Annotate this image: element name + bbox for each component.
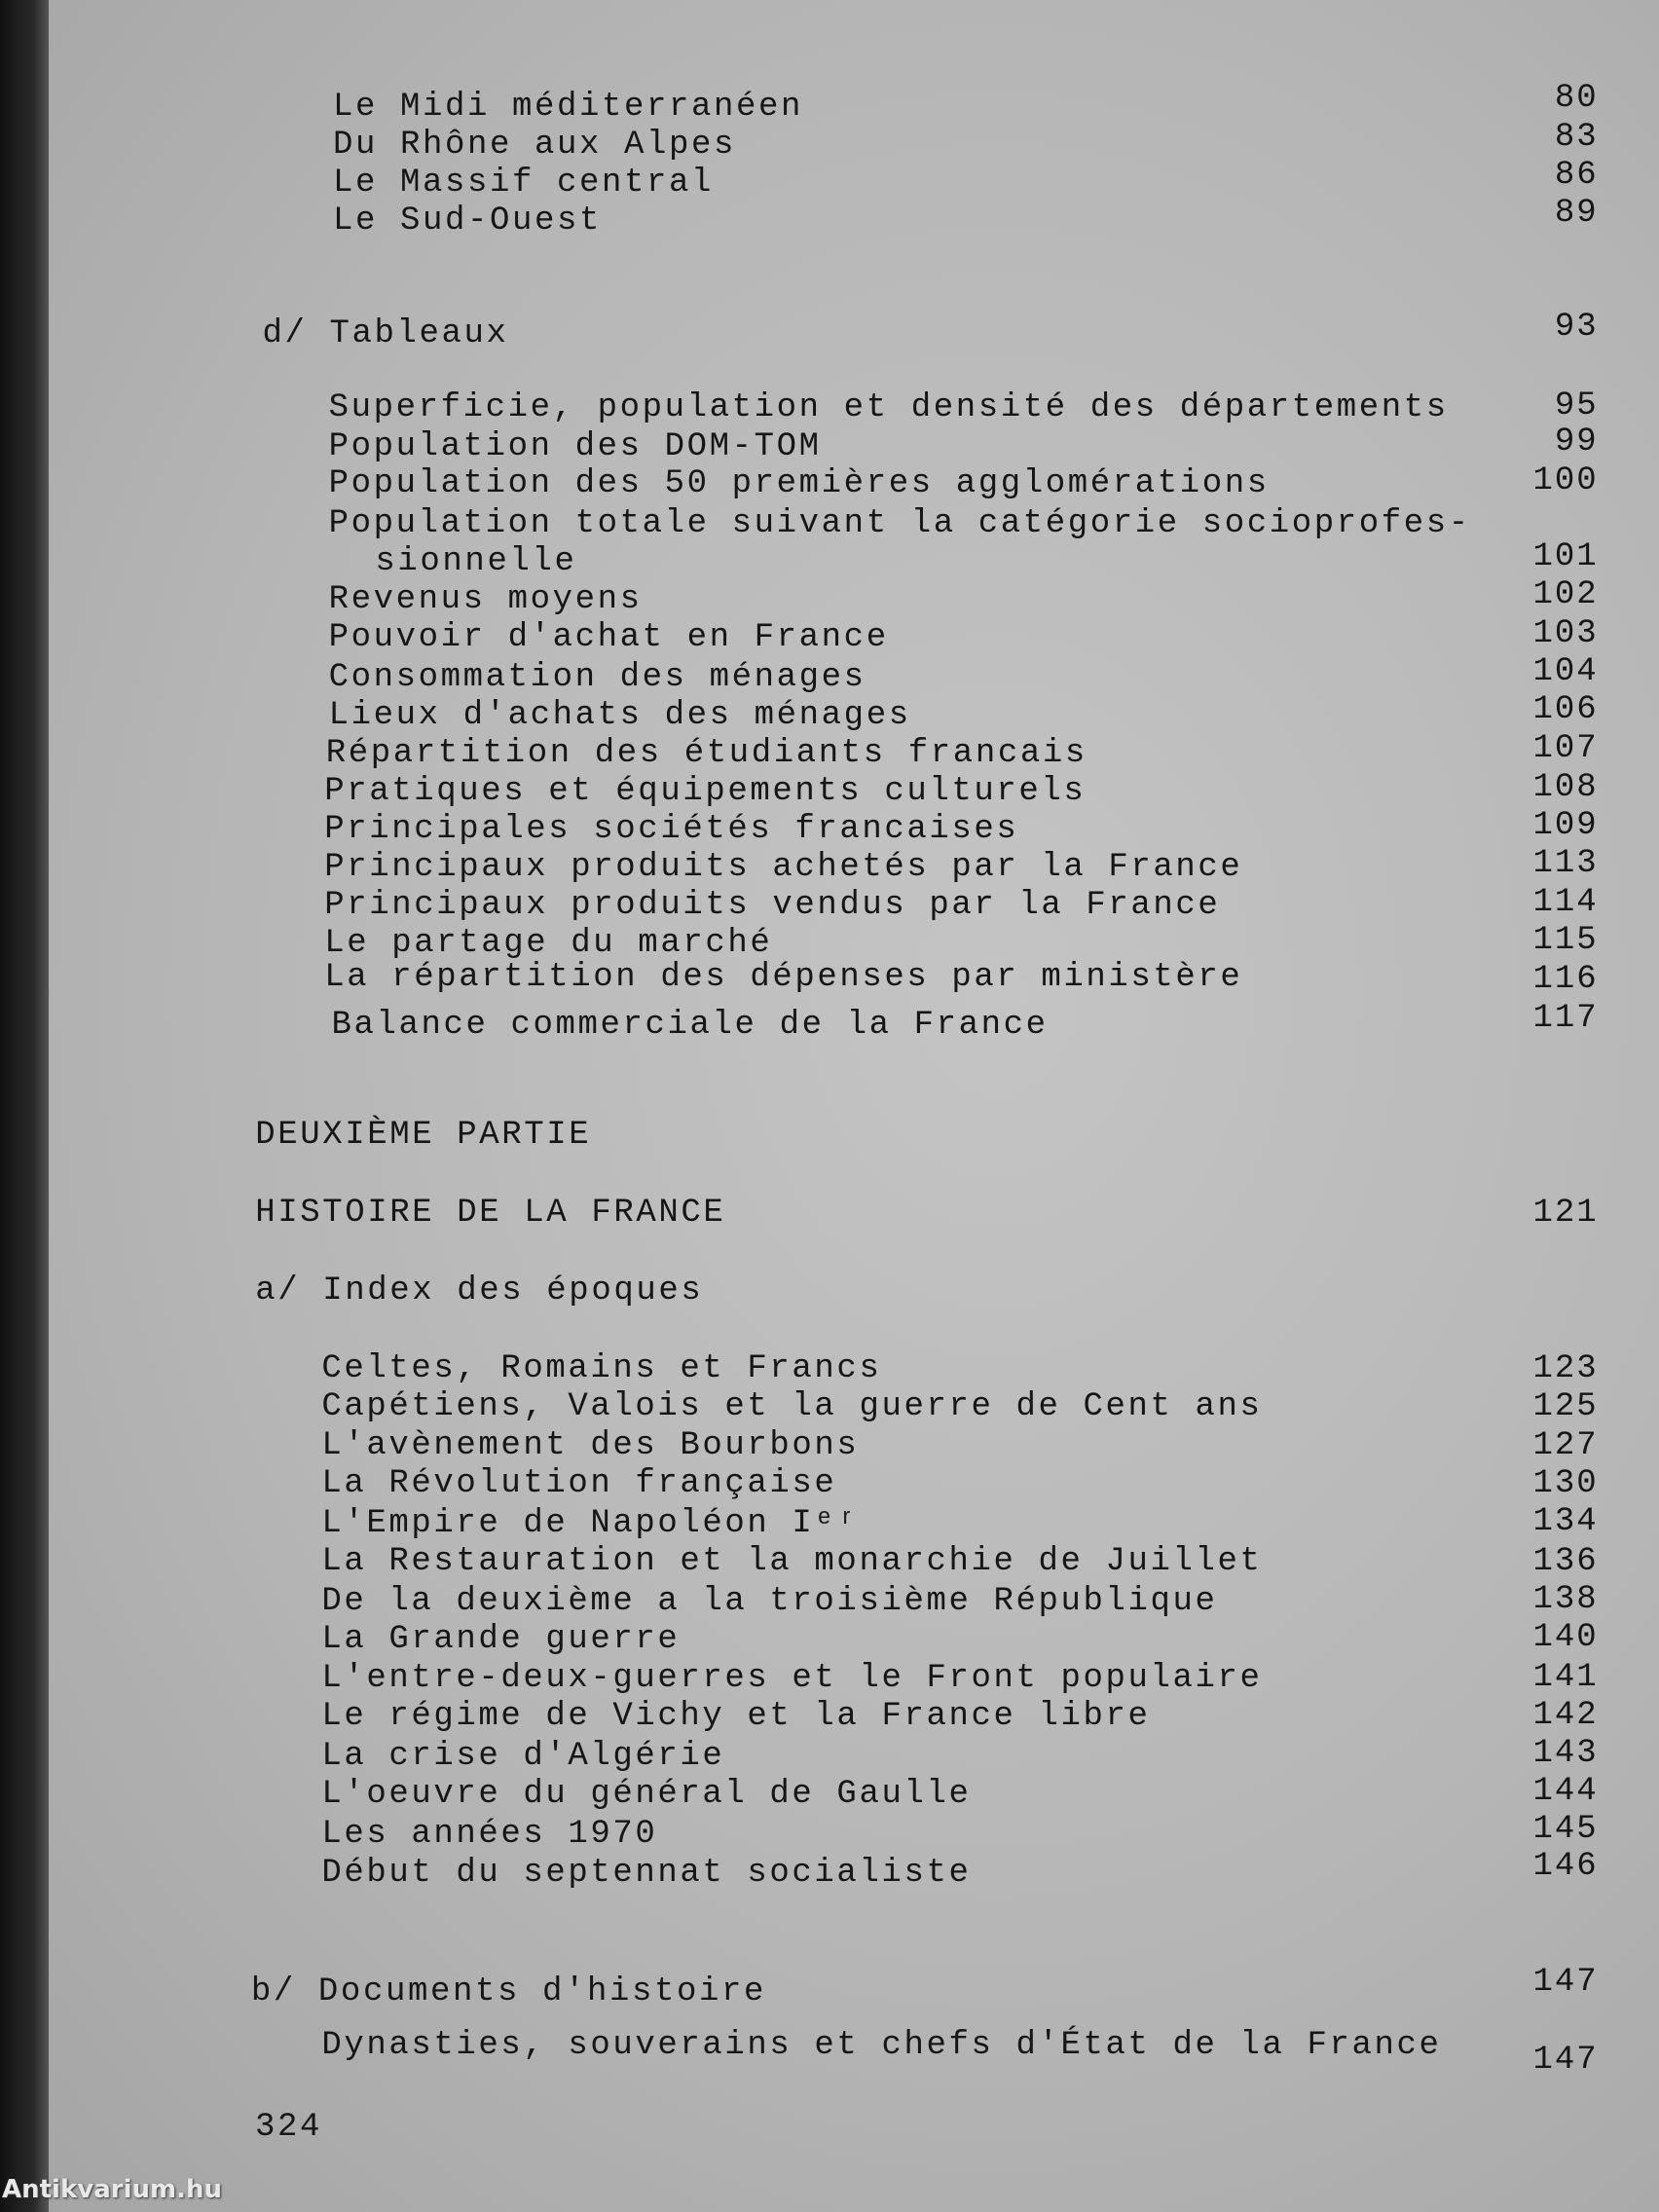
toc-entry-page-number: 115 [1532, 922, 1599, 960]
toc-entry-page-number: 100 [1532, 462, 1599, 500]
toc-entry-page-number: 93 [1554, 309, 1599, 347]
toc-entry-page-number: 141 [1532, 1658, 1599, 1696]
toc-entry-title: Population des 50 premières agglomérations [328, 465, 1270, 502]
toc-entry-title: Consommation des ménages [328, 658, 866, 696]
toc-entry-page-number: 108 [1532, 768, 1599, 806]
toc-entry-page-number: 145 [1532, 1811, 1599, 1849]
toc-entry-title: La Révolution française [321, 1465, 837, 1503]
book-gutter [0, 0, 49, 2212]
toc-entry-title: d/ Tableaux [262, 315, 509, 353]
toc-entry-page-number: 147 [1532, 1963, 1599, 2001]
toc-entry-page-number: 146 [1532, 1848, 1599, 1886]
toc-entry-title: L'oeuvre du général de Gaulle [321, 1776, 972, 1814]
toc-entry-page-number: 80 [1554, 80, 1599, 118]
toc-entry-page-number: 95 [1554, 387, 1599, 425]
toc-entry-page-number: 130 [1532, 1465, 1599, 1503]
toc-entry-title: Principales sociétés francaises [324, 811, 1019, 848]
toc-entry-title: La Restauration et la monarchie de Juillet [321, 1543, 1263, 1581]
toc-entry-page-number: 113 [1532, 844, 1599, 882]
toc-entry-page-number: 147 [1532, 2041, 1599, 2079]
toc-entry-title: L'Empire de Napoléon Iᵉʳ [321, 1504, 860, 1542]
toc-entry-title: Le Sud-Ouest [332, 203, 602, 240]
toc-entry-title: Balance commerciale de la France [331, 1007, 1049, 1045]
toc-entry-title: Du Rhône aux Alpes [332, 127, 737, 165]
toc-entry-title: Superficie, population et densité des départements [328, 388, 1449, 426]
toc-entry-title: La crise d'Algérie [321, 1738, 725, 1775]
toc-entry-title: Début du septennat socialiste [321, 1855, 972, 1893]
toc-entry-title: L'avènement des Bourbons [321, 1427, 860, 1465]
toc-entry-title: Pouvoir d'achat en France [328, 618, 889, 656]
toc-entry-page-number: 116 [1532, 960, 1599, 998]
toc-entry-page-number: 107 [1532, 730, 1599, 768]
toc-entry-title: DEUXIÈME PARTIE [255, 1117, 592, 1155]
toc-entry-title: a/ Index des époques [255, 1272, 704, 1309]
toc-entry-page-number: 127 [1532, 1427, 1599, 1465]
toc-entry-title: Population des DOM-TOM [328, 428, 822, 466]
toc-entry-page-number: 117 [1532, 1000, 1599, 1038]
toc-entry-title: b/ Documents d'histoire [250, 1972, 766, 2010]
toc-entry-page-number: 123 [1532, 1349, 1599, 1387]
toc-entry-title: Capétiens, Valois et la guerre de Cent ans [321, 1387, 1263, 1425]
toc-entry-title: Principaux produits vendus par la France [324, 887, 1221, 925]
toc-entry-page-number: 102 [1532, 576, 1599, 614]
toc-entry-title: Le Massif central [332, 165, 715, 203]
toc-entry-page-number: 86 [1554, 156, 1599, 194]
toc-entry-page-number: 134 [1532, 1503, 1599, 1541]
toc-entry-page-number: 99 [1554, 423, 1599, 461]
toc-entry-title: Lieux d'achats des ménages [328, 696, 911, 734]
toc-entry-page-number: 114 [1532, 884, 1599, 922]
toc-entry-title: Le régime de Vichy et la France libre [321, 1698, 1151, 1736]
toc-entry-page-number: 125 [1532, 1387, 1599, 1425]
toc-entry-page-number: 144 [1532, 1773, 1599, 1811]
toc-entry-title: Revenus moyens [328, 580, 643, 618]
toc-entry-page-number: 142 [1532, 1696, 1599, 1734]
toc-entry-title: Les années 1970 [321, 1815, 658, 1853]
toc-entry-title: Principaux produits achetés par la France [324, 849, 1243, 887]
toc-entry-page-number: 140 [1532, 1619, 1599, 1657]
toc-entry-title: La répartition des dépenses par ministère [324, 959, 1243, 997]
toc-entry-title: Le Midi méditerranéen [332, 89, 804, 127]
toc-entry-page-number: 138 [1532, 1581, 1599, 1619]
toc-entry-title: Le partage du marché [324, 925, 773, 963]
watermark: Antikvarium.hu [2, 2175, 222, 2204]
toc-entry-page-number: 103 [1532, 614, 1599, 652]
toc-entry-page-number: 106 [1532, 690, 1599, 728]
toc-entry-title: Pratiques et équipements culturels [324, 772, 1087, 810]
toc-entry-page-number: 121 [1532, 1195, 1599, 1233]
toc-entry-title: Population totale suivant la catégorie socioprofes- [328, 504, 1471, 542]
toc-entry-page-number: 143 [1532, 1735, 1599, 1773]
toc-entry-page-number: 101 [1532, 538, 1599, 576]
toc-entry-page-number: 104 [1532, 652, 1599, 690]
toc-entry-page-number: 89 [1554, 194, 1599, 232]
toc-entry-title: Celtes, Romains et Francs [321, 1349, 882, 1387]
toc-entry-title: Répartition des étudiants francais [325, 734, 1088, 772]
toc-entry-title: HISTOIRE DE LA FRANCE [255, 1195, 726, 1233]
toc-entry-title: Dynasties, souverains et chefs d'État de la France [321, 2027, 1442, 2065]
toc-entry-title: L'entre-deux-guerres et le Front populaire [321, 1660, 1263, 1698]
page-folio: 324 [255, 2109, 323, 2146]
toc-entry-page-number: 136 [1532, 1543, 1599, 1581]
toc-entry-page-number: 109 [1532, 806, 1599, 844]
toc-entry-title: La Grande guerre [321, 1620, 681, 1658]
toc-entry-title: sionnelle [375, 542, 577, 580]
toc-entry-page-number: 83 [1554, 118, 1599, 156]
toc-entry-title: De la deuxième a la troisième République [321, 1582, 1218, 1620]
